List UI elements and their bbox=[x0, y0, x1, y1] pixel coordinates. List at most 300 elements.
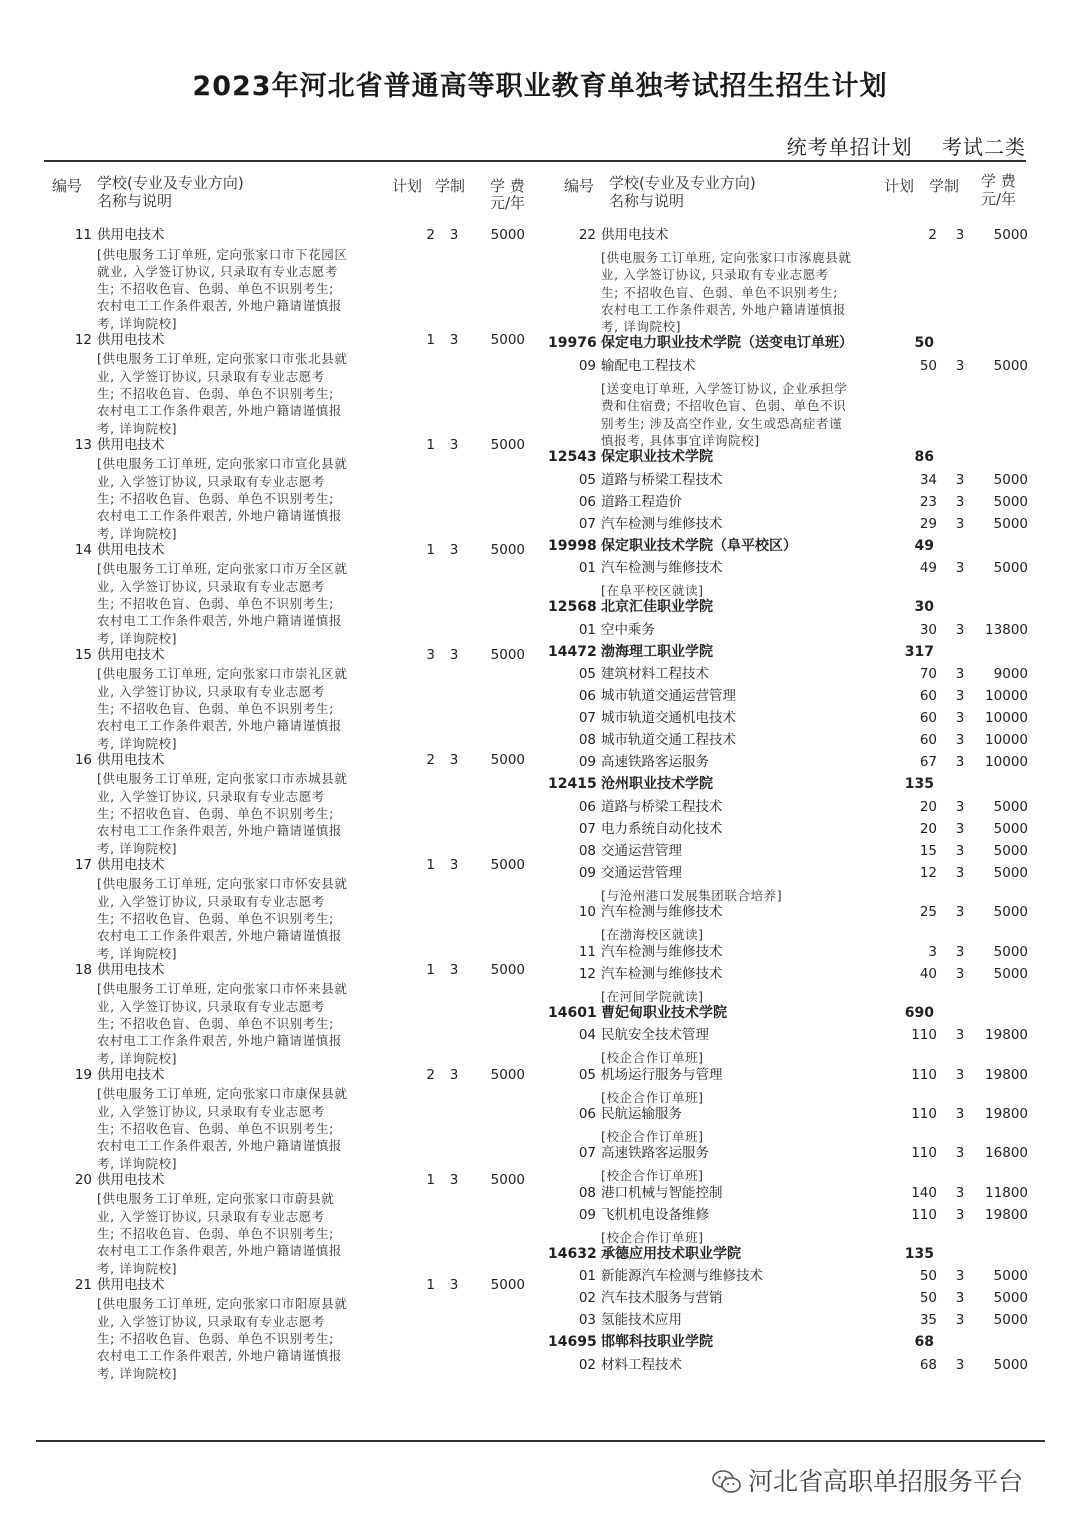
major-name: 民航运输服务 bbox=[601, 1105, 682, 1122]
study-length: 3 bbox=[955, 515, 965, 532]
tuition-fee: 5000 bbox=[993, 943, 1028, 960]
major-name: 供用电技术 bbox=[97, 961, 165, 978]
plan-count: 1 bbox=[426, 1276, 435, 1293]
major-row bbox=[548, 1185, 1038, 1207]
header-code: 编号 bbox=[564, 177, 595, 195]
major-row bbox=[548, 1357, 1038, 1379]
tuition-fee: 5000 bbox=[490, 1171, 525, 1188]
major-note: 生; 不招收色盲、色弱、单色不识别考生; bbox=[97, 491, 334, 507]
major-row bbox=[44, 227, 544, 246]
major-row bbox=[548, 710, 1038, 732]
plan-count: 60 bbox=[919, 710, 937, 727]
right-column bbox=[548, 172, 1038, 1373]
major-row bbox=[44, 1172, 544, 1191]
major-code: 06 bbox=[578, 688, 596, 705]
major-row bbox=[44, 542, 544, 561]
right-rows bbox=[548, 227, 1038, 1379]
major-row bbox=[548, 944, 1038, 966]
header-fee-2: 元/年 bbox=[490, 194, 526, 212]
study-length: 3 bbox=[955, 357, 965, 374]
plan-count: 1 bbox=[426, 331, 435, 348]
tuition-fee: 5000 bbox=[490, 856, 525, 873]
major-row bbox=[44, 437, 544, 456]
study-length: 3 bbox=[955, 965, 965, 982]
study-length: 3 bbox=[955, 1145, 965, 1162]
major-note: [供电服务工订单班, 定向张家口市崇礼区就 bbox=[97, 666, 348, 682]
plan-count: 1 bbox=[426, 1171, 435, 1188]
tuition-fee: 16800 bbox=[985, 1145, 1028, 1162]
tuition-fee: 10000 bbox=[985, 754, 1028, 771]
plan-count: 2 bbox=[426, 751, 435, 768]
plan-count: 30 bbox=[919, 621, 937, 638]
major-note: 生; 不招收色盲、色弱、单色不识别考生; bbox=[97, 386, 334, 402]
plan-count: 20 bbox=[919, 820, 937, 837]
major-name: 汽车检测与维修技术 bbox=[601, 904, 723, 921]
tuition-fee: 5000 bbox=[993, 1312, 1028, 1329]
school-code: 19976 bbox=[548, 335, 597, 352]
major-note: 农村电工工作条件艰苦, 外地户籍请谨慎报 bbox=[97, 403, 342, 419]
major-note: 生; 不招收色盲、色弱、单色不识别考生; bbox=[97, 911, 334, 926]
school-row bbox=[548, 1334, 1038, 1357]
major-row bbox=[548, 688, 1038, 710]
major-code: 12 bbox=[578, 965, 596, 982]
plan-count: 1 bbox=[426, 436, 435, 453]
major-name: 交通运营管理 bbox=[601, 842, 682, 859]
major-note: 生; 不招收色盲、色弱、单色不识别考生; bbox=[97, 596, 334, 612]
major-code: 18 bbox=[74, 961, 92, 978]
major-row bbox=[548, 1067, 1038, 1089]
tuition-fee: 5000 bbox=[490, 1276, 525, 1293]
study-length: 3 bbox=[955, 864, 965, 881]
study-length: 3 bbox=[449, 541, 459, 558]
major-note: 考, 详询院校] bbox=[97, 525, 178, 541]
major-name: 汽车检测与维修技术 bbox=[601, 515, 723, 532]
school-code: 12415 bbox=[548, 776, 597, 793]
header-fee-1: 学 费 bbox=[981, 172, 1016, 190]
study-length: 3 bbox=[955, 1105, 965, 1122]
study-length: 3 bbox=[955, 621, 965, 638]
plan-count: 110 bbox=[911, 1206, 937, 1223]
major-note: [在阜平校区就读] bbox=[601, 583, 704, 599]
major-name: 城市轨道交通机电技术 bbox=[601, 710, 736, 727]
plan-count: 50 bbox=[919, 1268, 937, 1285]
major-note: 别考生; 涉及高空作业, 女生或恐高症者谨 bbox=[601, 415, 843, 431]
major-code: 09 bbox=[578, 1206, 596, 1223]
left-rows bbox=[44, 227, 544, 1382]
study-length: 3 bbox=[449, 227, 459, 243]
study-length: 3 bbox=[955, 1027, 965, 1044]
major-name: 供用电技术 bbox=[97, 646, 165, 663]
major-code: 11 bbox=[74, 227, 92, 243]
major-row bbox=[548, 1027, 1038, 1049]
major-name: 供用电技术 bbox=[97, 1276, 165, 1293]
major-note: [校企合作订单班] bbox=[601, 1089, 704, 1105]
tuition-fee: 5000 bbox=[993, 798, 1028, 815]
major-code: 17 bbox=[74, 856, 92, 873]
tuition-fee: 19800 bbox=[985, 1206, 1028, 1223]
school-name: 保定职业技术学院（阜平校区） bbox=[601, 537, 797, 554]
school-code: 19998 bbox=[548, 537, 597, 554]
tuition-fee: 9000 bbox=[993, 666, 1028, 683]
study-length: 3 bbox=[449, 961, 459, 978]
major-note: 考, 详询院校] bbox=[97, 315, 178, 331]
major-name: 氢能技术应用 bbox=[601, 1312, 682, 1329]
major-note: 业, 入学签订协议, 只录取有专业志愿考 bbox=[97, 368, 325, 384]
major-code: 09 bbox=[578, 357, 596, 374]
major-code: 20 bbox=[74, 1171, 92, 1188]
major-note: 生; 不招收色盲、色弱、单色不识别考生; bbox=[97, 281, 334, 297]
plan-count: 25 bbox=[919, 904, 937, 921]
major-name: 供用电技术 bbox=[97, 436, 165, 453]
major-note: 考, 详询院校] bbox=[97, 630, 178, 646]
major-row bbox=[44, 1277, 544, 1296]
plan-count: 60 bbox=[919, 732, 937, 749]
major-name: 汽车技术服务与营销 bbox=[601, 1290, 723, 1307]
major-name: 高速铁路客运服务 bbox=[601, 1145, 709, 1162]
top-divider bbox=[44, 160, 1026, 162]
header-code: 编号 bbox=[52, 177, 83, 195]
header-school-1: 学校(专业及专业方向) bbox=[609, 174, 756, 192]
header-plan: 计划 bbox=[392, 177, 423, 195]
major-code: 05 bbox=[578, 1066, 596, 1083]
major-note: 农村电工工作条件艰苦, 外地户籍请谨慎报 bbox=[97, 508, 342, 524]
major-name: 汽车检测与维修技术 bbox=[601, 560, 723, 577]
tuition-fee: 5000 bbox=[993, 357, 1028, 374]
major-code: 05 bbox=[578, 666, 596, 683]
tuition-fee: 5000 bbox=[490, 1066, 525, 1083]
major-name: 城市轨道交通运营管理 bbox=[601, 688, 736, 705]
major-code: 16 bbox=[74, 751, 92, 768]
plan-count: 49 bbox=[919, 560, 937, 577]
plan-count: 40 bbox=[919, 965, 937, 982]
major-name: 供用电技术 bbox=[97, 751, 165, 768]
tuition-fee: 10000 bbox=[985, 688, 1028, 705]
plan-count: 35 bbox=[919, 1312, 937, 1329]
major-note: 农村电工工作条件艰苦, 外地户籍请谨慎报 bbox=[97, 1033, 342, 1049]
plan-count: 110 bbox=[911, 1105, 937, 1122]
major-note: 业, 入学签订协议, 只录取有专业志愿考 bbox=[97, 788, 325, 804]
major-name: 道路与桥梁工程技术 bbox=[601, 798, 723, 815]
major-code: 13 bbox=[74, 436, 92, 453]
major-note: 业, 入学签订协议, 只录取有专业志愿考 bbox=[97, 1208, 325, 1224]
major-note: [与沧州港口发展集团联合培养] bbox=[601, 887, 783, 903]
major-row bbox=[548, 1145, 1038, 1167]
tuition-fee: 5000 bbox=[490, 436, 525, 453]
major-code: 01 bbox=[578, 560, 596, 577]
study-length: 3 bbox=[449, 856, 459, 873]
major-row bbox=[548, 560, 1038, 582]
tuition-fee: 19800 bbox=[985, 1066, 1028, 1083]
major-code: 22 bbox=[578, 227, 596, 243]
school-name: 曹妃甸职业技术学院 bbox=[601, 1004, 727, 1021]
major-note: 业, 入学签订协议, 只录取有专业志愿考 bbox=[601, 267, 829, 283]
major-code: 07 bbox=[578, 820, 596, 837]
major-row bbox=[548, 622, 1038, 644]
study-length: 3 bbox=[955, 1206, 965, 1223]
major-note: 考, 详询院校] bbox=[97, 1050, 178, 1066]
study-length: 3 bbox=[955, 1268, 965, 1285]
school-row bbox=[548, 449, 1038, 472]
major-code: 01 bbox=[578, 1268, 596, 1285]
tuition-fee: 5000 bbox=[490, 541, 525, 558]
tuition-fee: 10000 bbox=[985, 732, 1028, 749]
tuition-fee: 5000 bbox=[490, 646, 525, 663]
study-length: 3 bbox=[955, 754, 965, 771]
study-length: 3 bbox=[955, 710, 965, 727]
plan-count: 3 bbox=[928, 943, 937, 960]
major-row bbox=[44, 857, 544, 876]
plan-count: 68 bbox=[914, 1334, 934, 1351]
study-length: 3 bbox=[955, 1184, 965, 1201]
major-note: [供电服务工订单班, 定向张家口市涿鹿县就 bbox=[601, 250, 852, 265]
left-column bbox=[44, 172, 544, 1381]
header-school-2: 名称与说明 bbox=[97, 192, 173, 210]
study-length: 3 bbox=[955, 1290, 965, 1307]
header-school-2: 名称与说明 bbox=[609, 192, 685, 210]
plan-count: 50 bbox=[919, 1290, 937, 1307]
major-note: [送变电订单班, 入学签订协议, 企业承担学 bbox=[601, 380, 848, 396]
major-note: 生; 不招收色盲、色弱、单色不识别考生; bbox=[97, 806, 334, 822]
major-note: [供电服务工订单班, 定向张家口市蔚县就 bbox=[97, 1191, 335, 1207]
plan-count: 690 bbox=[904, 1004, 934, 1021]
major-row bbox=[548, 1268, 1038, 1290]
tuition-fee: 5000 bbox=[490, 227, 525, 243]
school-code: 12543 bbox=[548, 449, 597, 466]
tuition-fee: 5000 bbox=[993, 493, 1028, 510]
major-code: 08 bbox=[578, 842, 596, 859]
major-note: [在渤海校区就读] bbox=[601, 927, 704, 943]
school-code: 14601 bbox=[548, 1004, 597, 1021]
header-fee-1: 学 费 bbox=[490, 177, 525, 195]
plan-count: 317 bbox=[904, 643, 934, 660]
major-code: 14 bbox=[74, 541, 92, 558]
major-code: 08 bbox=[578, 732, 596, 749]
school-row bbox=[548, 599, 1038, 622]
major-row bbox=[548, 227, 1038, 249]
major-note: [供电服务工订单班, 定向张家口市下花园区 bbox=[97, 246, 348, 262]
plan-count: 1 bbox=[426, 961, 435, 978]
study-length: 3 bbox=[955, 820, 965, 837]
tuition-fee: 5000 bbox=[993, 515, 1028, 532]
major-note: 农村电工工作条件艰苦, 外地户籍请谨慎报 bbox=[97, 823, 342, 839]
exam-category: 考试二类 bbox=[942, 135, 1026, 159]
major-note: 考, 详询院校] bbox=[97, 420, 178, 436]
plan-count: 1 bbox=[426, 541, 435, 558]
school-name: 保定电力职业技术学院（送变电订单班） bbox=[601, 335, 853, 352]
plan-type: 统考单招计划 bbox=[786, 135, 913, 159]
major-row bbox=[44, 647, 544, 666]
study-length: 3 bbox=[955, 904, 965, 921]
major-name: 供用电技术 bbox=[601, 227, 669, 243]
plan-count: 2 bbox=[928, 227, 937, 243]
major-row bbox=[548, 966, 1038, 988]
major-note: 业, 入学签订协议, 只录取有专业志愿考 bbox=[97, 473, 325, 489]
study-length: 3 bbox=[955, 493, 965, 510]
major-row bbox=[548, 494, 1038, 516]
major-note: 考, 详询院校] bbox=[97, 840, 178, 856]
study-length: 3 bbox=[955, 1356, 965, 1373]
major-row bbox=[548, 843, 1038, 865]
plan-count: 110 bbox=[911, 1027, 937, 1044]
major-note: 考, 详询院校] bbox=[601, 319, 682, 335]
major-name: 供用电技术 bbox=[97, 331, 165, 348]
major-row bbox=[44, 962, 544, 981]
major-code: 09 bbox=[578, 754, 596, 771]
study-length: 3 bbox=[955, 666, 965, 683]
major-note: 农村电工工作条件艰苦, 外地户籍请谨慎报 bbox=[97, 1138, 342, 1154]
major-row bbox=[548, 472, 1038, 494]
major-note: 就业, 入学签订协议, 只录取有专业志愿考 bbox=[97, 263, 338, 279]
major-name: 道路工程造价 bbox=[601, 493, 682, 510]
plan-count: 15 bbox=[919, 842, 937, 859]
school-name: 沧州职业技术学院 bbox=[601, 776, 713, 793]
major-note: [校企合作订单班] bbox=[601, 1050, 704, 1066]
major-code: 02 bbox=[578, 1356, 596, 1373]
tuition-fee: 5000 bbox=[993, 227, 1028, 243]
major-code: 08 bbox=[578, 1184, 596, 1201]
plan-count: 110 bbox=[911, 1145, 937, 1162]
major-name: 供用电技术 bbox=[97, 1171, 165, 1188]
bottom-divider bbox=[36, 1440, 1045, 1442]
school-name: 渤海理工职业学院 bbox=[601, 643, 713, 660]
school-row bbox=[548, 1246, 1038, 1269]
major-note: 考, 详询院校] bbox=[97, 735, 178, 751]
major-code: 06 bbox=[578, 798, 596, 815]
major-name: 供用电技术 bbox=[97, 227, 165, 243]
header-school-1: 学校(专业及专业方向) bbox=[97, 174, 244, 192]
major-note: 生; 不招收色盲、色弱、单色不识别考生; bbox=[97, 1330, 334, 1346]
major-note: 费和住宿费; 不招收色盲、色弱、单色不识 bbox=[601, 398, 847, 414]
major-row bbox=[548, 821, 1038, 843]
study-length: 3 bbox=[955, 688, 965, 705]
study-length: 3 bbox=[955, 943, 965, 960]
plan-count: 30 bbox=[914, 599, 934, 616]
study-length: 3 bbox=[449, 1276, 459, 1293]
major-note: 考, 详询院校] bbox=[97, 945, 178, 961]
study-length: 3 bbox=[449, 1171, 459, 1188]
major-note: 考, 详询院校] bbox=[97, 1260, 178, 1276]
tuition-fee: 11800 bbox=[985, 1184, 1028, 1201]
major-name: 高速铁路客运服务 bbox=[601, 754, 709, 771]
major-code: 07 bbox=[578, 710, 596, 727]
major-name: 输配电工程技术 bbox=[601, 357, 696, 374]
school-row bbox=[548, 776, 1038, 799]
school-code: 14632 bbox=[548, 1245, 597, 1262]
major-note: 生; 不招收色盲、色弱、单色不识别考生; bbox=[97, 1225, 334, 1241]
plan-count: 3 bbox=[426, 646, 435, 663]
major-code: 12 bbox=[74, 331, 92, 348]
major-note: 业, 入学签订协议, 只录取有专业志愿考 bbox=[97, 1313, 325, 1329]
major-row bbox=[548, 358, 1038, 380]
plan-count: 1 bbox=[426, 856, 435, 873]
major-note: 农村电工工作条件艰苦, 外地户籍请谨慎报 bbox=[97, 1243, 342, 1259]
plan-count: 20 bbox=[919, 798, 937, 815]
major-row bbox=[548, 732, 1038, 754]
tuition-fee: 5000 bbox=[993, 560, 1028, 577]
plan-count: 50 bbox=[914, 335, 934, 352]
tuition-fee: 5000 bbox=[993, 471, 1028, 488]
study-length: 3 bbox=[449, 646, 459, 663]
plan-count: 50 bbox=[919, 357, 937, 374]
major-row bbox=[548, 1207, 1038, 1229]
major-name: 新能源汽车检测与维修技术 bbox=[601, 1268, 763, 1285]
plan-count: 29 bbox=[919, 515, 937, 532]
study-length: 3 bbox=[955, 798, 965, 815]
major-code: 07 bbox=[578, 515, 596, 532]
major-code: 02 bbox=[578, 1290, 596, 1307]
major-row bbox=[548, 1106, 1038, 1128]
column-header bbox=[44, 172, 544, 222]
major-note: 生; 不招收色盲、色弱、单色不识别考生; bbox=[601, 284, 838, 300]
tuition-fee: 5000 bbox=[993, 1268, 1028, 1285]
tuition-fee: 5000 bbox=[993, 820, 1028, 837]
plan-count: 67 bbox=[919, 754, 937, 771]
tuition-fee: 19800 bbox=[985, 1105, 1028, 1122]
major-code: 05 bbox=[578, 471, 596, 488]
school-code: 14472 bbox=[548, 643, 597, 660]
major-note: [供电服务工订单班, 定向张家口市宣化县就 bbox=[97, 456, 348, 472]
study-length: 3 bbox=[449, 331, 459, 348]
header-plan: 计划 bbox=[884, 177, 915, 195]
major-name: 建筑材料工程技术 bbox=[601, 666, 709, 683]
major-name: 供用电技术 bbox=[97, 1066, 165, 1083]
major-row bbox=[548, 1312, 1038, 1334]
tuition-fee: 5000 bbox=[993, 1290, 1028, 1307]
major-row bbox=[548, 1290, 1038, 1312]
tuition-fee: 5000 bbox=[993, 904, 1028, 921]
tuition-fee: 5000 bbox=[993, 1356, 1028, 1373]
study-length: 3 bbox=[449, 436, 459, 453]
major-name: 供用电技术 bbox=[97, 856, 165, 873]
major-note: [校企合作订单班] bbox=[601, 1168, 704, 1184]
study-length: 3 bbox=[955, 1312, 965, 1329]
major-note: 业, 入学签订协议, 只录取有专业志愿考 bbox=[97, 998, 325, 1014]
study-length: 3 bbox=[955, 560, 965, 577]
major-note: [供电服务工订单班, 定向张家口市赤城县就 bbox=[97, 771, 348, 787]
major-note: 业, 入学签订协议, 只录取有专业志愿考 bbox=[97, 683, 325, 699]
tuition-fee: 5000 bbox=[993, 864, 1028, 881]
plan-count: 135 bbox=[904, 776, 934, 793]
major-note: [供电服务工订单班, 定向张家口市张北县就 bbox=[97, 351, 348, 367]
wechat-icon bbox=[712, 1469, 742, 1495]
school-row bbox=[548, 644, 1038, 667]
major-code: 01 bbox=[578, 621, 596, 638]
major-code: 06 bbox=[578, 1105, 596, 1122]
major-name: 交通运营管理 bbox=[601, 864, 682, 881]
major-code: 04 bbox=[578, 1027, 596, 1044]
plan-count: 140 bbox=[911, 1184, 937, 1201]
major-note: 业, 入学签订协议, 只录取有专业志愿考 bbox=[97, 1103, 325, 1119]
major-name: 空中乘务 bbox=[601, 621, 655, 638]
major-note: 农村电工工作条件艰苦, 外地户籍请谨慎报 bbox=[97, 928, 342, 944]
major-row bbox=[548, 865, 1038, 887]
major-row bbox=[548, 754, 1038, 776]
major-code: 10 bbox=[578, 904, 596, 921]
plan-count: 70 bbox=[919, 666, 937, 683]
school-row bbox=[548, 1005, 1038, 1028]
watermark bbox=[712, 1462, 1023, 1498]
major-note: [供电服务工订单班, 定向张家口市怀安县就 bbox=[97, 876, 348, 892]
major-name: 供用电技术 bbox=[97, 541, 165, 558]
major-code: 06 bbox=[578, 493, 596, 510]
plan-count: 110 bbox=[911, 1066, 937, 1083]
major-note: [校企合作订单班] bbox=[601, 1128, 704, 1144]
school-name: 承德应用技术职业学院 bbox=[601, 1245, 741, 1262]
plan-count: 2 bbox=[426, 227, 435, 243]
header-length: 学制 bbox=[435, 177, 466, 195]
school-row bbox=[548, 538, 1038, 561]
study-length: 3 bbox=[955, 842, 965, 859]
